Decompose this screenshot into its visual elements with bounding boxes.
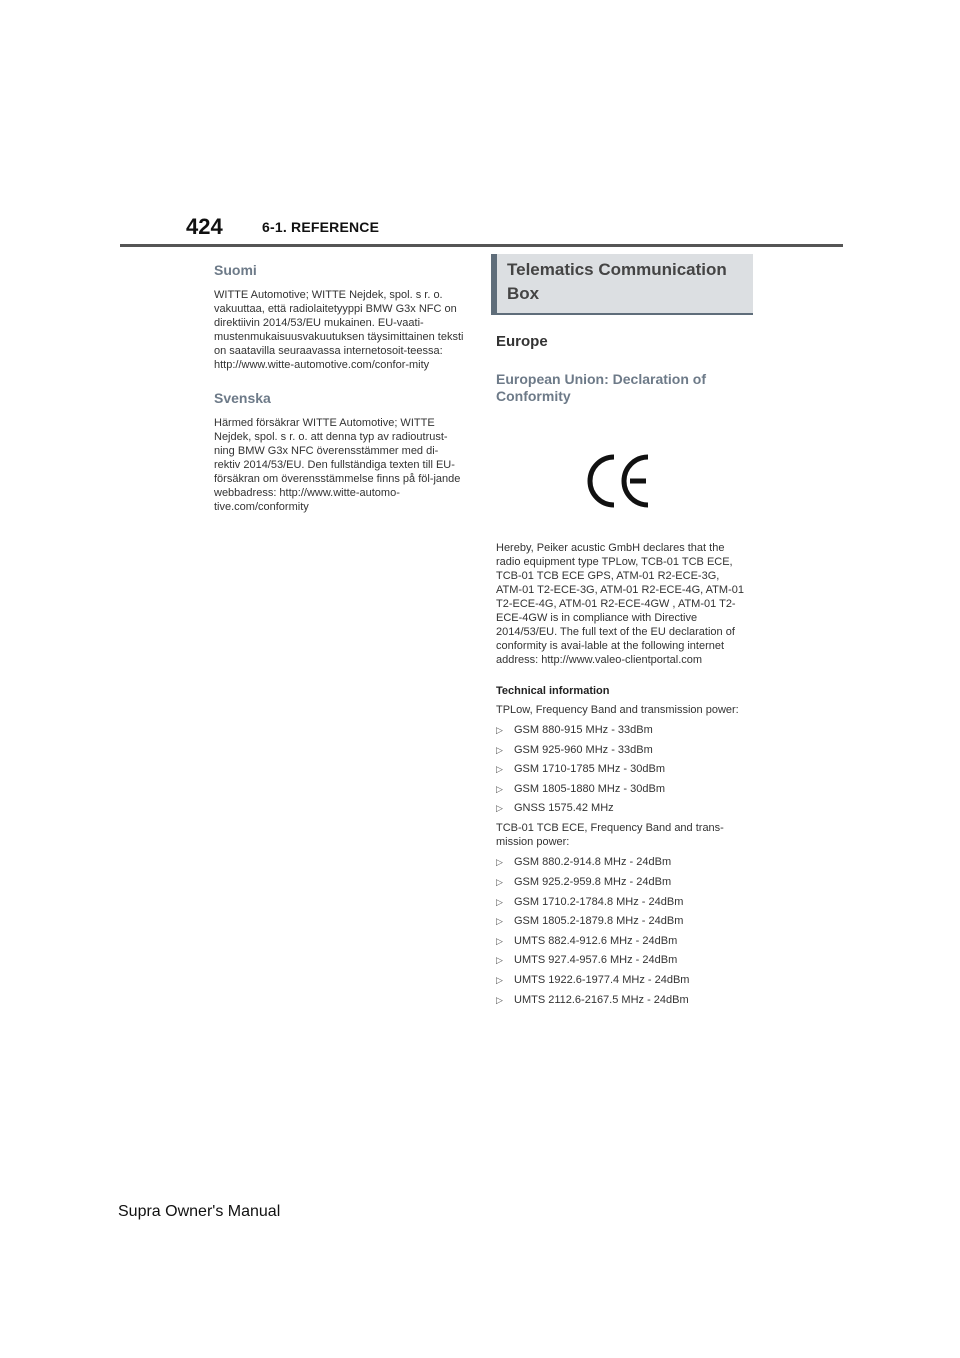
frequency-item (496, 973, 746, 987)
ce-mark-icon (584, 451, 654, 511)
frequency-item (496, 782, 746, 796)
frequency-text: GSM 1805.2-1879.8 MHz - 24dBm (514, 915, 684, 928)
bullet-icon: ▷ (496, 764, 503, 775)
frequency-text: GSM 925-960 MHz - 33dBm (514, 743, 653, 756)
frequency-item (496, 895, 746, 909)
frequency-text: UMTS 927.4-957.6 MHz - 24dBm (514, 954, 678, 967)
frequency-item (496, 723, 746, 737)
bullet-icon: ▷ (496, 783, 503, 794)
tplow-frequency-list (496, 723, 746, 815)
frequency-item (496, 934, 746, 948)
svenska-heading: Svenska (214, 390, 271, 406)
frequency-text: GSM 1710.2-1784.8 MHz - 24dBm (514, 895, 684, 908)
section-title: 6-1. REFERENCE (262, 219, 380, 235)
bullet-icon: ▷ (496, 955, 503, 966)
manual-title: Supra Owner's Manual (118, 1203, 281, 1220)
bullet-icon: ▷ (496, 916, 503, 927)
suomi-heading: Suomi (214, 262, 257, 278)
tcb-frequency-list (496, 855, 746, 1006)
bullet-icon: ▷ (496, 803, 503, 814)
frequency-item (496, 953, 746, 967)
svenska-text: Härmed försäkrar WITTE Automotive; WITTE Nejdek, spol. s r. o. att denna typ av radioutrust-ning BMW G3x NFC överensstämmer med di-rektiv 2014/53/EU. Den fullständiga texten till EU-försäkran om överensstämmelse finns på föl-jande webbadress: http://www.witte-automo-tive.com/conformity (214, 417, 461, 513)
frequency-text: GSM 1805-1880 MHz - 30dBm (514, 782, 666, 795)
bullet-icon: ▷ (496, 857, 503, 868)
frequency-item (496, 993, 746, 1007)
bullet-icon: ▷ (496, 896, 503, 907)
chapter-title-box (491, 254, 753, 315)
frequency-text: GSM 925.2-959.8 MHz - 24dBm (514, 875, 672, 888)
frequency-text: UMTS 2112.6-2167.5 MHz - 24dBm (514, 993, 689, 1006)
frequency-text: GSM 1710-1785 MHz - 30dBm (514, 763, 666, 776)
suomi-text: WITTE Automotive; WITTE Nejdek, spol. s r. o. vakuuttaa, että radiolaitetyyppi BMW G3x NFC on direktiivin 2014/53/EU mukainen. EU-vaati-mustenmukaisuusvakuutuksen täysimittainen teksti on saatavilla seuraavassa internetosoit-teessa: http://www.witte-automotive.com/confor-mity (214, 289, 464, 371)
technical-info-heading: Technical information (496, 685, 610, 697)
header-divider (120, 244, 843, 247)
bullet-icon: ▷ (496, 744, 503, 755)
tplow-intro: TPLow, Frequency Band and transmission power: (496, 704, 739, 716)
frequency-item (496, 743, 746, 757)
bullet-icon: ▷ (496, 974, 503, 985)
frequency-text: GSM 880-915 MHz - 33dBm (514, 724, 653, 736)
bullet-icon: ▷ (496, 725, 503, 735)
chapter-title: Telematics Communication Box (507, 260, 727, 303)
declaration-text: Hereby, Peiker acustic GmbH declares that the radio equipment type TPLow, TCB-01 TCB ECE, TCB-01 TCB ECE GPS, ATM-01 R2-ECE-3G, ATM-01 T2-ECE-3G, ATM-01 R2-ECE-4G, ATM-01 T2-ECE-4G, ATM-01 R2-ECE-4GW , ATM-01 T2-ECE-4GW is in compliance with Directive 2014/53/EU. The full text of the EU declaration of conformity is avai-lable at the following internet address: http://www.valeo-clientportal.com (496, 542, 744, 666)
frequency-text: UMTS 1922.6-1977.4 MHz - 24dBm (514, 973, 690, 986)
suomi-section (214, 262, 464, 372)
bullet-icon: ▷ (496, 935, 503, 946)
left-column (214, 262, 464, 532)
declaration-heading: European Union: Declaration of Conformity (496, 371, 707, 404)
frequency-item (496, 762, 746, 776)
svenska-section (214, 390, 464, 514)
frequency-item (496, 855, 746, 869)
right-column (491, 254, 753, 1013)
bullet-icon: ▷ (496, 876, 503, 887)
frequency-item (496, 875, 746, 889)
frequency-text: GSM 880.2-914.8 MHz - 24dBm (514, 856, 672, 869)
tcb-intro: TCB-01 TCB ECE, Frequency Band and trans-mission power: (496, 822, 724, 849)
bullet-icon: ▷ (496, 994, 503, 1005)
frequency-item (496, 914, 746, 928)
region-heading: Europe (496, 333, 548, 350)
frequency-text: UMTS 882.4-912.6 MHz - 24dBm (514, 934, 678, 947)
frequency-item (496, 801, 746, 815)
page-number: 424 (186, 214, 223, 239)
frequency-text: GNSS 1575.42 MHz (514, 802, 614, 815)
